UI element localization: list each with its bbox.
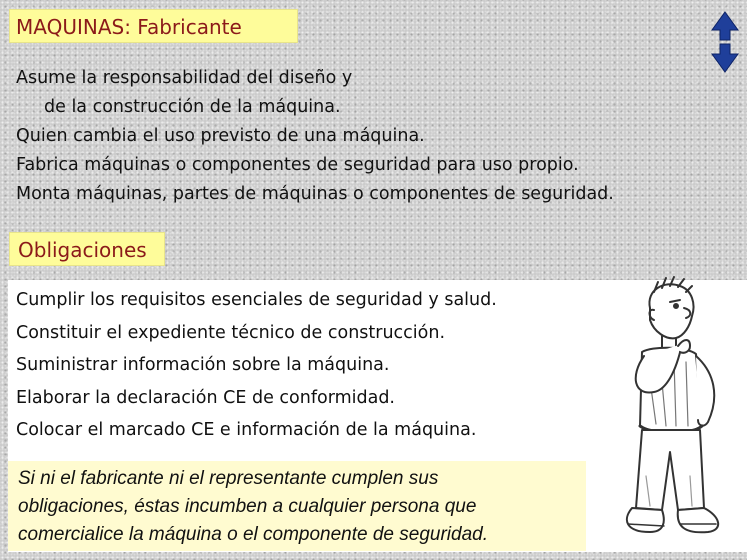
intro-line: Fabrica máquinas o componentes de seguridad para uso propio. xyxy=(16,155,579,175)
note-line: comercialice la máquina o el componente de seguridad. xyxy=(18,524,488,545)
obligation-item: Elaborar la declaración CE de conformidad. xyxy=(16,387,395,408)
arrow-up-icon[interactable] xyxy=(712,12,738,40)
obligations-heading: Obligaciones xyxy=(9,232,165,266)
intro-line: Asume la responsabilidad del diseño y xyxy=(16,68,353,88)
obligation-item: Constituir el expediente técnico de construcción. xyxy=(16,322,446,343)
note-line: obligaciones, éstas incumben a cualquier persona que xyxy=(18,496,477,517)
obligation-item: Cumplir los requisitos esenciales de seguridad y salud. xyxy=(16,290,497,310)
arrow-down-icon[interactable] xyxy=(712,44,738,72)
intro-line: Monta máquinas, partes de máquinas o componentes de seguridad. xyxy=(16,184,614,204)
intro-line: Quien cambia el uso previsto de una máquina. xyxy=(16,126,425,146)
thinking-man-illustration xyxy=(592,276,747,552)
intro-list xyxy=(16,64,706,209)
page-title: MAQUINAS: Fabricante xyxy=(9,9,298,43)
slide-navigation xyxy=(709,10,741,74)
note-box xyxy=(8,461,586,551)
obligation-item: Colocar el marcado CE e información de la máquina. xyxy=(16,420,477,440)
note-line: Si ni el fabricante ni el representante cumplen sus xyxy=(18,468,439,489)
obligation-item: Suministrar información sobre la máquina. xyxy=(16,355,390,375)
obligations-list xyxy=(16,284,586,447)
intro-line: de la construcción de la máquina. xyxy=(44,97,341,117)
